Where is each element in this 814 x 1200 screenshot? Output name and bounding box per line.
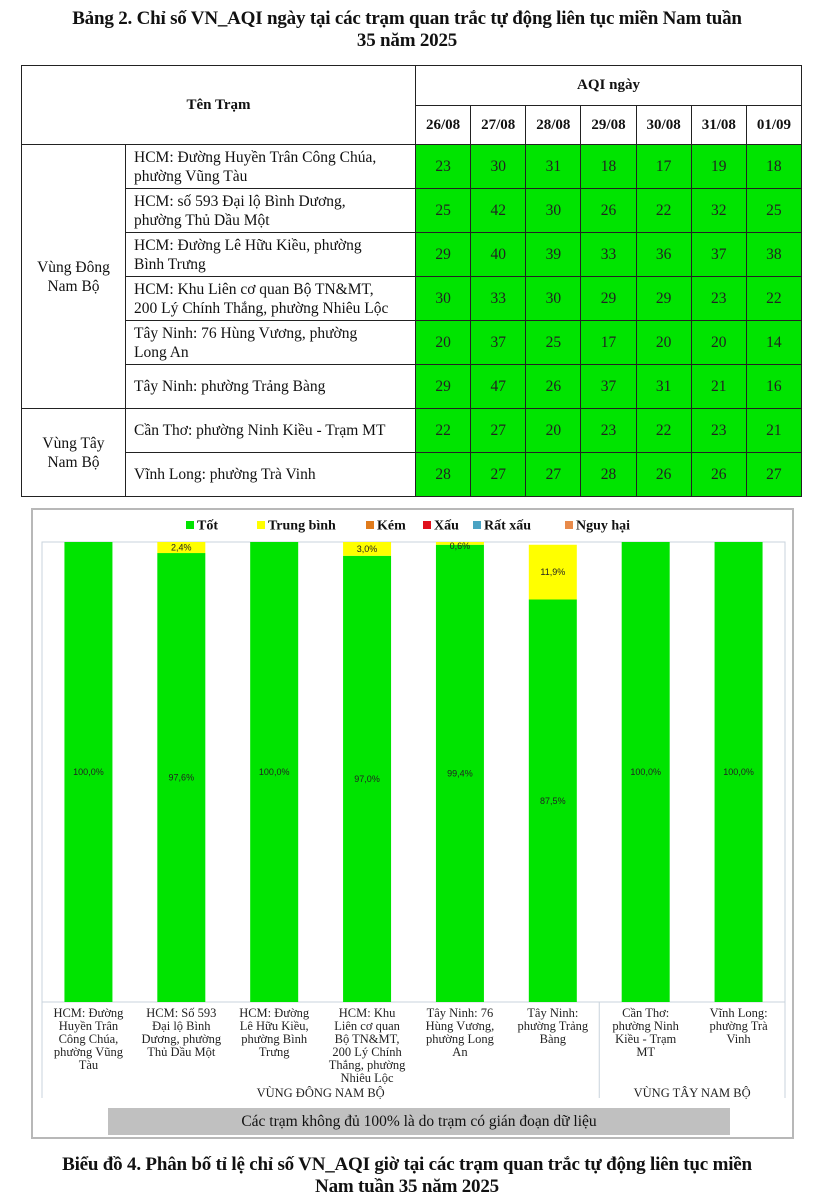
category-label: phường Long [425,1032,494,1046]
station-name [126,189,416,233]
station-name [126,233,416,277]
table-title-line1: Bảng 2. Chỉ số VN_AQI ngày tại các trạm quan trắc tự động liên tục miền Nam tuần [72,8,742,29]
category-label: phường Ninh [612,1019,679,1033]
date-header: 28/08 [526,106,581,145]
legend-label: Trung bình [268,518,336,534]
aqi-value-cell: 25 [746,189,801,233]
aqi-value-cell: 17 [636,145,691,189]
aqi-value-cell: 30 [471,145,526,189]
legend-swatch [423,521,431,529]
table-row [22,409,802,453]
station-name-line1: Cần Thơ: phường Ninh Kiều - Trạm MT [134,422,386,439]
category-label: Bàng [539,1032,567,1046]
bar-data-label: 99,4% [447,768,473,779]
table-row [22,189,802,233]
category-label: Cần Thơ: [622,1006,670,1020]
bar-data-label: 100,0% [630,767,661,777]
aqi-value-cell: 47 [471,365,526,409]
aqi-value-cell: 42 [471,189,526,233]
table-row [22,365,802,409]
aqi-value-cell: 26 [636,453,691,497]
aqi-value-cell: 27 [526,453,581,497]
station-name-line2: Long An [134,343,189,361]
station-name-line1: Tây Ninh: 76 Hùng Vương, phường [134,324,358,342]
aqi-value-cell: 21 [746,409,801,453]
table-body [22,145,802,497]
station-name-line2: phường Vũng Tàu [134,167,248,185]
category-label: Đại lộ Bình [152,1019,211,1033]
aqi-value-cell: 37 [471,321,526,365]
bar-data-label: 2,4% [171,542,192,553]
category-label: Bộ TN&MT, [334,1032,400,1046]
header-aqi-day: AQI ngày [416,66,802,106]
aqi-value-cell: 28 [581,453,636,497]
category-label: Tây Ninh: [527,1006,579,1020]
bar-data-label: 0,6% [449,541,471,551]
aqi-value-cell: 27 [471,453,526,497]
aqi-value-cell: 33 [581,233,636,277]
legend-label: Kém [377,518,406,534]
table-row [22,453,802,497]
category-label: 200 Lý Chính [332,1045,402,1059]
header-station-name: Tên Trạm [22,66,416,145]
table-title [0,8,814,52]
category-label: Tàu [78,1058,99,1072]
category-label: Kiều - Trạm [615,1032,677,1046]
region-name [22,409,126,497]
legend-swatch [366,521,374,529]
group-label: VÙNG TÂY NAM BỘ [633,1086,751,1100]
aqi-value-cell: 20 [526,409,581,453]
category-label: HCM: Đường [239,1006,310,1020]
category-label: Hùng Vương, [425,1019,495,1033]
aqi-value-cell: 36 [636,233,691,277]
table-row [22,145,802,189]
category-label: Liên cơ quan [334,1019,400,1033]
bar-data-label: 100,0% [258,767,290,777]
aqi-value-cell: 32 [691,189,746,233]
station-name-line1: Tây Ninh: phường Trảng Bàng [134,378,326,395]
date-header: 01/09 [746,106,801,145]
category-label: phường Trảng [517,1019,589,1033]
aqi-value-cell: 38 [746,233,801,277]
aqi-value-cell: 26 [581,189,636,233]
group-label: VÙNG ĐÔNG NAM BỘ [256,1086,385,1100]
aqi-value-cell: 17 [581,321,636,365]
legend-swatch [473,521,481,529]
aqi-value-cell: 16 [746,365,801,409]
bar-data-label: 100,0% [723,767,754,777]
aqi-value-cell: 21 [691,365,746,409]
aqi-value-cell: 26 [526,365,581,409]
aqi-value-cell: 37 [691,233,746,277]
aqi-value-cell: 20 [636,321,691,365]
category-label: Tây Ninh: 76 [426,1006,494,1020]
aqi-value-cell: 25 [416,189,471,233]
aqi-value-cell: 23 [581,409,636,453]
aqi-value-cell: 26 [691,453,746,497]
station-name [126,365,416,409]
aqi-value-cell: 22 [636,189,691,233]
legend-label: Tốt [197,518,218,534]
aqi-value-cell: 31 [526,145,581,189]
station-name-line1: Vĩnh Long: phường Trà Vinh [134,466,316,483]
bar-data-label: 87,5% [540,795,566,806]
aqi-value-cell: 27 [746,453,801,497]
category-label: HCM: Đường [53,1006,124,1020]
category-label: Nhiêu Lộc [340,1071,394,1085]
legend-swatch [565,521,573,529]
chart-note: Các trạm không đủ 100% là do trạm có gián đoạn dữ liệu [108,1108,730,1135]
station-name [126,453,416,497]
region-name-line1: Vùng Đông [37,258,110,276]
region-name-line2: Nam Bộ [47,277,100,295]
legend-swatch [186,521,194,529]
station-name [126,409,416,453]
category-label: Thắng, phường [328,1058,406,1072]
aqi-value-cell: 19 [691,145,746,189]
chart-container [31,508,794,1139]
date-header: 26/08 [416,106,471,145]
table-row [22,277,802,321]
legend-swatch [257,521,265,529]
aqi-value-cell: 23 [691,409,746,453]
stacked-bar-chart [33,510,792,1137]
region-name [22,145,126,409]
aqi-value-cell: 33 [471,277,526,321]
aqi-value-cell: 23 [416,145,471,189]
aqi-value-cell: 29 [416,233,471,277]
station-name-line2: 200 Lý Chính Thắng, phường Nhiêu Lộc [134,299,389,317]
aqi-value-cell: 23 [691,277,746,321]
chart-title-line2: Nam tuần 35 năm 2025 [315,1176,499,1197]
aqi-value-cell: 29 [416,365,471,409]
date-header: 29/08 [581,106,636,145]
bar-data-label: 100,0% [73,767,104,777]
aqi-value-cell: 14 [746,321,801,365]
aqi-value-cell: 22 [746,277,801,321]
table-title-line2: 35 năm 2025 [356,30,458,51]
category-label: Dương, phường [141,1032,222,1046]
category-label: HCM: Số 593 [146,1006,217,1020]
station-name [126,145,416,189]
bar-data-label: 11,9% [540,567,566,578]
station-name [126,321,416,365]
category-label: MT [636,1045,656,1059]
bar-data-label: 97,6% [168,772,195,783]
category-label: Công Chúa, [58,1032,119,1046]
aqi-value-cell: 29 [636,277,691,321]
category-label: Trưng [258,1045,290,1059]
bar-data-label: 3,0% [356,543,378,554]
aqi-value-cell: 25 [526,321,581,365]
region-name-line2: Nam Bộ [47,453,100,471]
station-name-line2: phường Thủ Dầu Một [134,211,270,229]
plot-area [42,542,785,1002]
aqi-value-cell: 39 [526,233,581,277]
aqi-value-cell: 29 [581,277,636,321]
legend-label: Nguy hại [576,518,631,534]
aqi-value-cell: 18 [746,145,801,189]
category-label: Huyền Trân [58,1019,119,1033]
aqi-value-cell: 31 [636,365,691,409]
aqi-value-cell: 37 [581,365,636,409]
category-label: phường Trà [709,1019,768,1033]
region-name-line1: Vùng Tây [42,434,105,452]
station-name-line1: HCM: số 593 Đại lộ Bình Dương, [134,192,346,210]
date-header: 30/08 [636,106,691,145]
category-label: phường Vũng [53,1045,123,1059]
chart-title-line1: Biểu đồ 4. Phân bố tỉ lệ chỉ số VN_AQI giờ tại các trạm quan trắc tự động liên tục miền [62,1154,752,1175]
station-name [126,277,416,321]
legend-label: Rất xấu [484,518,532,534]
aqi-value-cell: 20 [416,321,471,365]
chart-title [0,1154,814,1198]
aqi-value-cell: 18 [581,145,636,189]
date-header: 31/08 [691,106,746,145]
category-label: HCM: Khu [338,1006,396,1020]
category-label: An [452,1045,468,1059]
station-name-line1: HCM: Đường Lê Hữu Kiều, phường [134,236,362,254]
category-label: Vĩnh Long: [709,1006,768,1020]
category-label: Vinh [726,1032,751,1046]
station-name-line2: Bình Trưng [134,255,206,273]
station-name-line1: HCM: Khu Liên cơ quan Bộ TN&MT, [134,280,374,298]
aqi-value-cell: 22 [636,409,691,453]
date-header: 27/08 [471,106,526,145]
aqi-value-cell: 28 [416,453,471,497]
station-name-line1: HCM: Đường Huyền Trân Công Chúa, [134,148,377,166]
bar-data-label: 97,0% [354,773,380,784]
table-row [22,321,802,365]
aqi-value-cell: 30 [526,189,581,233]
category-label: Thủ Dầu Một [147,1045,216,1059]
table-row [22,233,802,277]
category-label: phường Bình [241,1032,308,1046]
aqi-value-cell: 30 [526,277,581,321]
aqi-value-cell: 40 [471,233,526,277]
aqi-value-cell: 22 [416,409,471,453]
aqi-value-cell: 27 [471,409,526,453]
aqi-value-cell: 20 [691,321,746,365]
aqi-table [21,65,802,497]
category-label: Lê Hữu Kiều, [239,1019,309,1033]
aqi-value-cell: 30 [416,277,471,321]
legend-label: Xấu [434,518,459,534]
